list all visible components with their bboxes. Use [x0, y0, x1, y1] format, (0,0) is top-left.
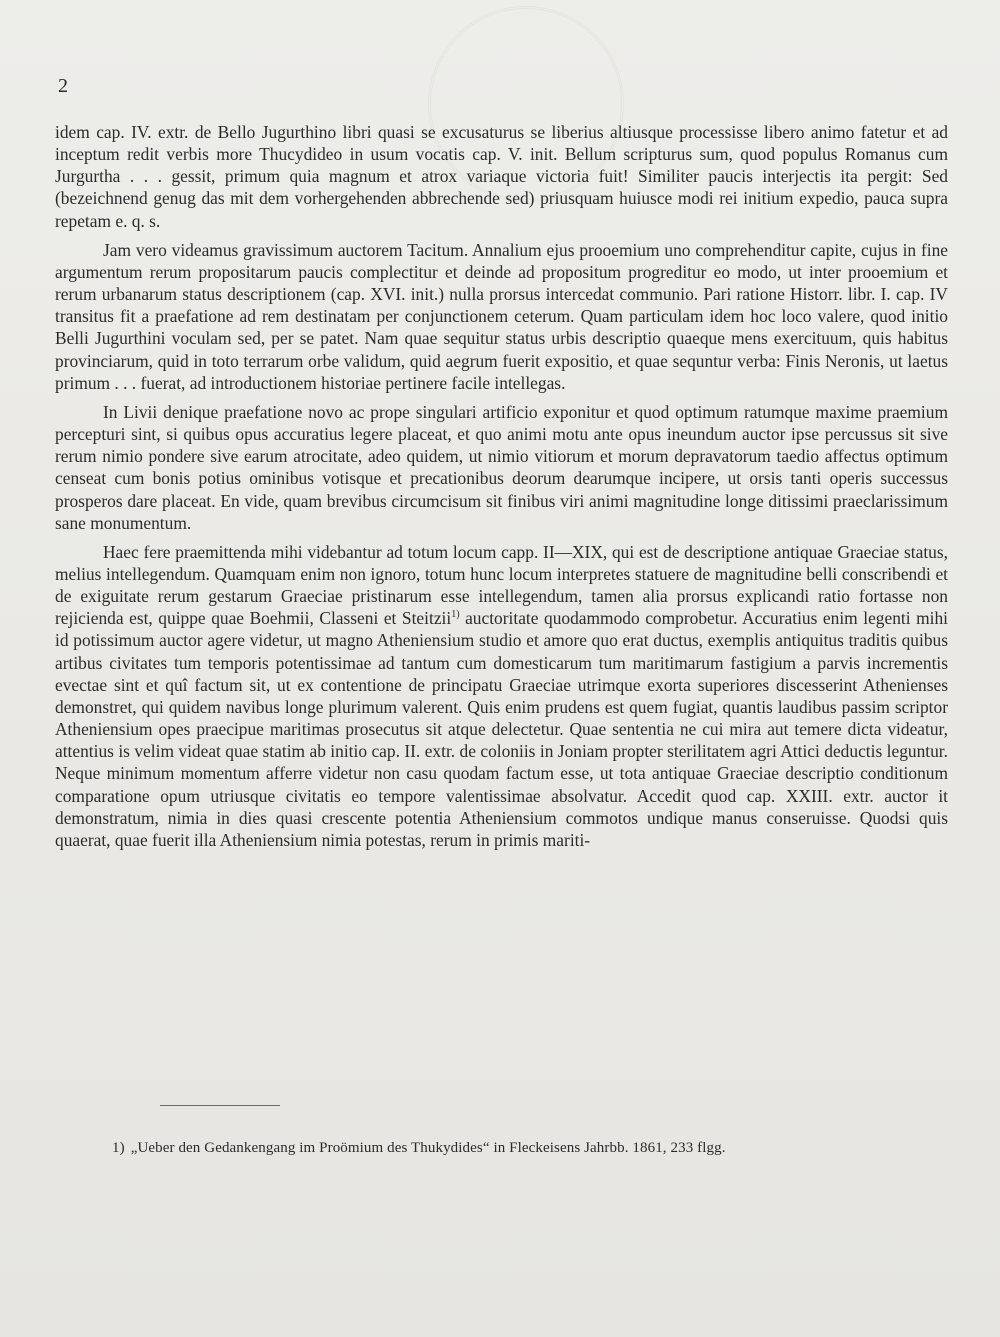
- paragraph-4: [55, 541, 948, 851]
- paragraph-4-part-1: Haec fere praemittenda mihi videbantur ad totum locum capp. II—XIX, qui est de descriptione antiquae Graeciae status, melius intellegendum. Quamquam enim non ignoro, totum hunc locum interpretes statuere de magnitudine belli conscribendi et de exiguitate rerum gestarum Graeciae pristinarum esse intellegendum, tamen alia prorsus explicandi ratio fortasse non rejicienda est, quippe quae Boehmii, Classeni et Steitzii: [55, 541, 948, 629]
- paragraph-3: In Livii denique praefatione novo ac prope singulari artificio exponitur et quod optimum ratumque maxime praemium percepturi sint, si quibus opus accuratius legere placeat, et quo animi motu ante opus ineundum auctor ipse percussus sit sive rerum nimio pondere sive earum atrocitate, adeo quidem, ut nimio vitiorum et morum depravatorum taedio affectus optimum censeat cum bonis potius ominibus votisque et precationibus deorum dearumque incipere, ut orsis tanti operis successus prosperos dare placeat. En vide, quam brevibus circumcisum sit finibus viri animi magnitudine longe ditissimi praeclarissimum sane monumentum.: [55, 401, 948, 533]
- paragraph-2: Jam vero videamus gravissimum auctorem Tacitum. Annalium ejus prooemium uno comprehenditur capite, cujus in fine argumentum rerum propositarum paucis complectitur et deinde ad propositum progreditur eo modo, ut inter prooemium et rerum urbanarum status descriptionem (cap. XVI. init.) nulla prorsus intercedat communio. Pari ratione Historr. libr. I. cap. IV transitus fit a praefatione ad rem destinatam per conjunctionem ceterum. Quam particulam idem hoc loco valere, quod initio Belli Jugurthini voculam sed, per se patet. Nam quae sequitur status urbis descriptio quaeque mens exercituum, quis habitus provinciarum, quid in toto terrarum orbe validum, quid aegrum fuerit expositio, et quae sequntur verba: Finis Neronis, ut laetus primum . . . fuerat, ad introductionem historiae pertinere facile intellegas.: [55, 239, 948, 393]
- paragraph-1: idem cap. IV. extr. de Bello Jugurthino libri quasi se excusaturus se liberius altiusque processisse libero animo fatetur et ad inceptum redit verbis more Thucydideo in usum vocatis cap. V. init. Bellum scripturus sum, quod populus Romanus cum Jurgurtha . . . gessit, primum quia magnum et atrox variaque victoria fuit! Similiter paucis interjectis ita pergit: Sed (bezeichnend genug das mit dem vorhergehenden abbrechende sed) priusquam huiusce modi rei initium expedio, pauca supra repetam e. q. s.: [55, 122, 948, 231]
- paragraph-4-part-2: auctoritate quodammodo comprobetur. Accuratius enim legenti mihi id potissimum auctor agere videtur, ut magno Atheniensium studio et amore quo erat ductus, exemplis antiquitus traditis quibus artibus civitates tum temporis potentissimae ad tantum cum domesticarum tum maritimarum fastigium a parvis incrementis evectae sint et quî factum sit, ut ex contentione de principatu Graeciae utrimque exorta superiores discesserint Athenienses demonstret, qui quidem navibus longe plurimum valerent. Quis enim prudens est quem fugiat, quantis laudibus passim scriptor Atheniensium opes praecipue maritimas prosecutus sit atque delectetur. Quae sententia ne cui mira aut temere dicta videatur, attentius is velim videat quae statim ab initio cap. II. extr. de coloniis in Joniam propter sterilitatem agri Attici deductis leguntur. Neque minimum momentum afferre videtur non casu quodam factum esse, ut tota antiquae Graeciae descriptio conditionum comparatione opum utriusque civitatis eo tempore valentissimae absolvatur. Accedit quod cap. XXIII. extr. auctor it demonstratum, nimia in dies quasi crescente potentia Atheniensium commotos undique manus conseruisse. Quodsi quis quaerat, quae fuerit illa Atheniensium nimia potestas, rerum in primis mariti-: [55, 608, 948, 850]
- footnote: [112, 1138, 892, 1158]
- footnote-reference: 1): [451, 609, 460, 621]
- body-text: [55, 121, 948, 858]
- page-number: 2: [58, 75, 68, 97]
- footnote-divider: [160, 1105, 280, 1106]
- footnote-number: 1): [112, 1140, 125, 1156]
- footnote-text: „Ueber den Gedankengang im Proömium des Thukydides“ in Fleckeisens Jahrbb. 1861, 233 flgg.: [130, 1140, 726, 1156]
